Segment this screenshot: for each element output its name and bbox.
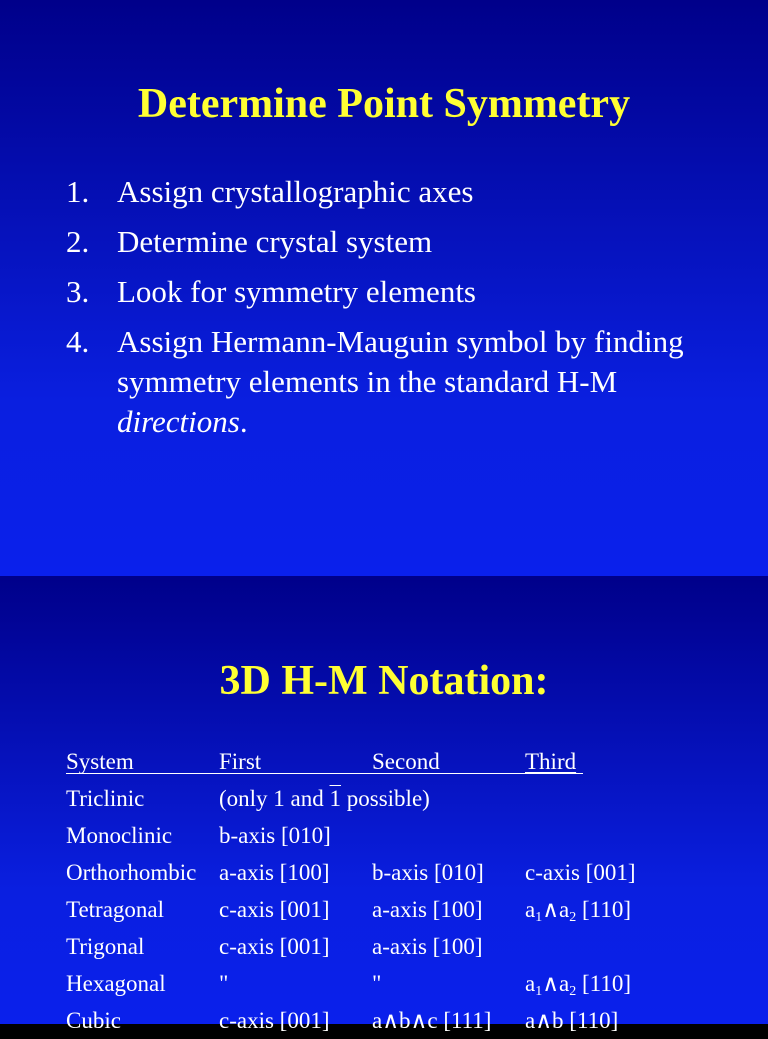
cell-system: Monoclinic xyxy=(66,822,173,848)
cell-second: a-axis [100] xyxy=(372,933,483,959)
step-text: Determine crystal system xyxy=(117,224,433,259)
step-number: 1. xyxy=(66,174,90,209)
cell-first: c-axis [001] xyxy=(219,896,330,922)
cell-first: a-axis [100] xyxy=(219,859,330,885)
cell-third: a∧b [110] xyxy=(525,1007,619,1033)
third-op: ∧a xyxy=(542,970,570,996)
table-row xyxy=(66,854,685,891)
step-text xyxy=(117,322,726,442)
triclinic-note-a: (only 1 and xyxy=(219,785,330,811)
steps-list xyxy=(66,172,726,452)
cell-third: c-axis [001] xyxy=(525,859,636,885)
cell-system: Trigonal xyxy=(66,933,145,959)
cell-system: Tetragonal xyxy=(66,896,165,922)
cell-system: Hexagonal xyxy=(66,970,166,996)
triclinic-note-b: possible) xyxy=(341,785,430,811)
table-row xyxy=(66,965,685,1002)
third-a: a xyxy=(525,970,536,996)
slide-title: 3D H-M Notation: xyxy=(219,658,549,704)
table-row xyxy=(66,891,685,928)
cell-second: a-axis [100] xyxy=(372,896,483,922)
table-row xyxy=(66,928,685,965)
cell-third xyxy=(525,928,685,965)
cell-third xyxy=(525,817,685,854)
cell-first: b-axis [010] xyxy=(219,822,331,848)
col-header-first: First xyxy=(219,748,262,774)
cell-third xyxy=(525,965,685,1002)
step-number: 2. xyxy=(66,224,90,259)
step-text-end: . xyxy=(239,404,248,439)
third-rest: [110] xyxy=(576,970,631,996)
col-header-system: System xyxy=(66,748,134,774)
cell-triclinic-note xyxy=(219,780,685,817)
step-number: 3. xyxy=(66,274,90,309)
hm-notation-table-wrap xyxy=(66,743,685,1039)
list-item xyxy=(66,322,726,442)
cell-second xyxy=(372,817,525,854)
list-item xyxy=(66,272,726,312)
third-sub-1: 1 xyxy=(535,909,543,925)
cell-first: c-axis [001] xyxy=(219,933,330,959)
cell-first: c-axis [001] xyxy=(219,1007,330,1033)
cell-first: " xyxy=(219,970,229,996)
step-text: Look for symmetry elements xyxy=(117,274,476,309)
cell-system: Cubic xyxy=(66,1007,121,1033)
step-text-italic: directions xyxy=(117,404,240,439)
table-row xyxy=(66,780,685,817)
cell-second: " xyxy=(372,970,382,996)
cell-system: Orthorhombic xyxy=(66,859,197,885)
cell-second: a∧b∧c [111] xyxy=(372,1007,492,1033)
col-header-third-label: Third xyxy=(525,748,577,774)
third-sub-1: 1 xyxy=(535,983,543,999)
step-text-main: Assign Hermann-Mauguin symbol by finding symmetry elements in the standard H-M xyxy=(117,324,684,399)
third-sub-2: 2 xyxy=(569,983,577,999)
third-op: ∧a xyxy=(542,896,570,922)
list-item xyxy=(66,172,726,212)
third-rest: [110] xyxy=(576,896,631,922)
hm-notation-table xyxy=(66,743,685,1039)
cell-second: b-axis [010] xyxy=(372,859,484,885)
step-number: 4. xyxy=(66,324,90,359)
col-header-second: Second xyxy=(372,748,440,774)
list-item xyxy=(66,222,726,262)
table-row xyxy=(66,1002,685,1039)
table-header-row xyxy=(66,743,685,780)
third-a: a xyxy=(525,896,536,922)
inversion-bar-one: 1 xyxy=(329,785,342,811)
table-row xyxy=(66,817,685,854)
third-sub-2: 2 xyxy=(569,909,577,925)
col-header-third xyxy=(525,743,685,780)
cell-third xyxy=(525,891,685,928)
slide-title: Determine Point Symmetry xyxy=(137,81,631,127)
step-text: Assign crystallographic axes xyxy=(117,174,474,209)
cell-system: Triclinic xyxy=(66,785,145,811)
